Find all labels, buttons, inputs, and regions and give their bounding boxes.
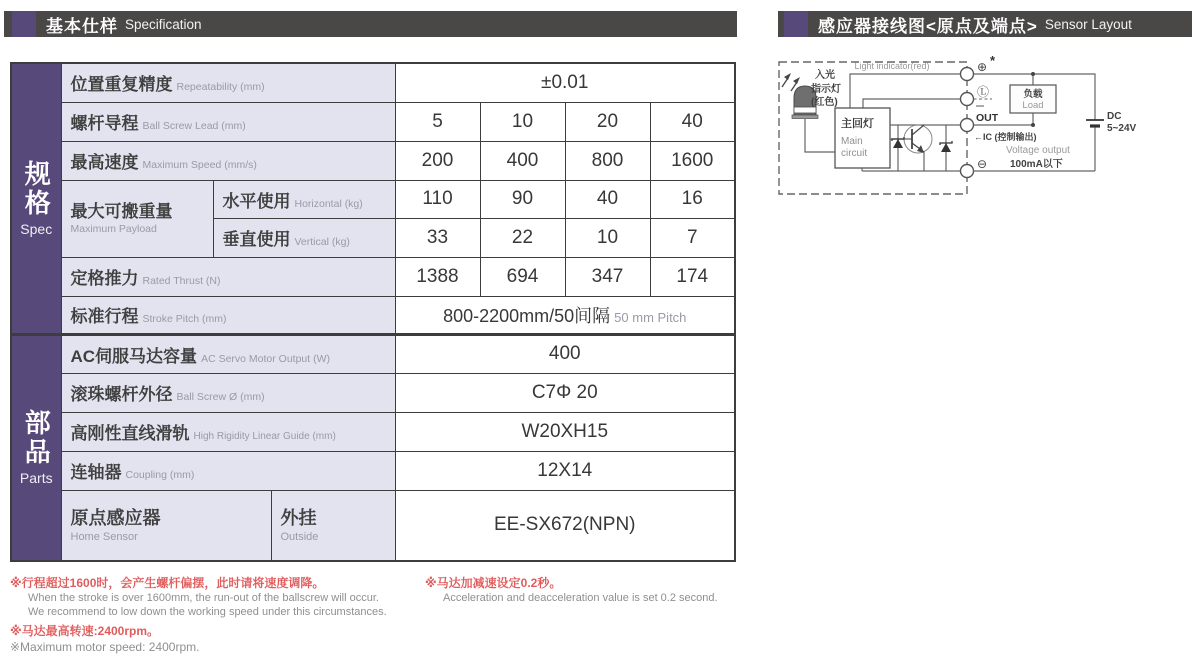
row-payload-horizontal <box>11 180 735 218</box>
label-horizontal: 水平使用 Horizontal (kg) <box>213 180 395 218</box>
terminal-minus-label: ⊖ <box>977 157 988 171</box>
label-stroke-pitch: 标准行程 Stroke Pitch (mm) <box>61 296 395 334</box>
terminal-plus-label: ⊕ <box>977 60 988 74</box>
value-cell: 800 <box>565 141 650 180</box>
note-line: Acceleration and deacceleration value is set 0.2 second. <box>443 592 718 604</box>
label-rated-thrust: 定格推力 Rated Thrust (N) <box>61 257 395 296</box>
light-arrow-head <box>784 73 791 80</box>
label-max-speed: 最高速度 Maximum Speed (mm/s) <box>61 141 395 180</box>
row-linear-guide <box>11 412 735 451</box>
value-cell: 694 <box>480 257 565 296</box>
accent-square <box>12 11 36 37</box>
note-line: When the stroke is over 1600mm, the run-out of the ballscrew will occur. <box>28 592 379 604</box>
note-line: We recommend to low down the working speed under this circumstances. <box>28 606 387 618</box>
value-cell: 347 <box>565 257 650 296</box>
value-coupling: 12X14 <box>395 451 735 490</box>
led-label-zh3: (红色) <box>811 97 838 108</box>
value-cell: 5 <box>395 102 480 141</box>
value-cell: 110 <box>395 180 480 218</box>
sensor-header-title-zh: 感应器接线图<原点及端点> <box>818 16 1038 36</box>
value-cell: 10 <box>565 218 650 257</box>
label-ball-screw-lead: 螺杆导程 Ball Screw Lead (mm) <box>61 102 395 141</box>
value-linear-guide: W20XH15 <box>395 412 735 451</box>
sensor-header-bar <box>778 11 1192 37</box>
value-stroke-pitch: 800-2200mm/50间隔 50 mm Pitch <box>395 296 735 334</box>
led-wire <box>805 119 835 152</box>
load-label-en: Load <box>1022 100 1044 111</box>
value-ball-screw-od: C7Φ 20 <box>395 373 735 412</box>
main-circuit-zh: 主回灯 <box>841 118 874 130</box>
note-line: ※行程超过1600时，会产生螺杆偏摆，此时请将速度调降。 <box>10 576 325 590</box>
terminal-l-label: Ⓛ <box>977 85 990 99</box>
junction-dot <box>1031 123 1035 127</box>
value-cell: 174 <box>650 257 735 296</box>
row-ball-screw-od <box>11 373 735 412</box>
value-cell: 33 <box>395 218 480 257</box>
sidebar-parts-zh: 部品 <box>21 409 52 468</box>
accent-square <box>784 11 808 37</box>
l-rail-wire <box>863 99 961 108</box>
note-line: ※马达加减速设定0.2秒。 <box>425 576 562 590</box>
value-cell: 1600 <box>650 141 735 180</box>
row-home-sensor <box>11 490 735 561</box>
value-cell: 22 <box>480 218 565 257</box>
voltage-output-label: Voltage output <box>1006 145 1070 156</box>
row-max-speed <box>11 141 735 180</box>
spec-header-title-zh: 基本仕样 <box>46 16 118 36</box>
terminal-minus-circle <box>961 165 974 178</box>
value-cell: 40 <box>650 102 735 141</box>
dc-voltage-label: 5~24V <box>1107 123 1137 134</box>
led-label-zh1: 入光 <box>815 70 835 81</box>
value-cell: 1388 <box>395 257 480 296</box>
dc-label: DC <box>1107 111 1122 122</box>
label-vertical: 垂直使用 Vertical (kg) <box>213 218 395 257</box>
sidebar-parts <box>11 334 61 561</box>
current-limit-label: 100mA以下 <box>1010 159 1063 170</box>
sensor-wiring-diagram <box>778 55 1198 200</box>
light-arrow-head <box>793 77 800 84</box>
value-cell: 10 <box>480 102 565 141</box>
ic-output-label: ←IC (控制输出) <box>974 132 1037 142</box>
terminal-plus-circle <box>961 68 974 81</box>
light-arrow <box>782 78 788 87</box>
value-cell: 90 <box>480 180 565 218</box>
value-cell: 20 <box>565 102 650 141</box>
value-cell: 16 <box>650 180 735 218</box>
sidebar-spec <box>11 63 61 334</box>
value-home-sensor: EE-SX672(NPN) <box>395 490 735 561</box>
row-stroke-pitch <box>11 296 735 334</box>
sidebar-parts-en: Parts <box>19 470 53 487</box>
label-coupling: 连轴器 Coupling (mm) <box>61 451 395 490</box>
led-base <box>792 115 818 119</box>
terminal-star-label: * <box>990 55 996 68</box>
terminal-l-circle <box>961 93 974 106</box>
footnotes-right <box>425 575 845 605</box>
emitter-arrow <box>917 145 924 153</box>
label-sensor-mount: 外挂 Outside <box>271 490 395 561</box>
transistor-collector <box>912 125 924 135</box>
row-ball-screw-lead <box>11 102 735 141</box>
row-rated-thrust <box>11 257 735 296</box>
load-label-zh: 负载 <box>1023 89 1043 100</box>
junction-dot <box>1031 72 1035 76</box>
note-line: ※Maximum motor speed: 2400rpm. <box>10 640 200 654</box>
main-circuit-en2: circuit <box>841 148 868 159</box>
spec-table <box>10 62 736 562</box>
label-repeatability: 位置重复精度 Repeatability (mm) <box>61 63 395 102</box>
value-cell: 7 <box>650 218 735 257</box>
sidebar-spec-zh: 规格 <box>21 159 52 218</box>
label-servo-output: AC伺服马达容量 AC Servo Motor Output (W) <box>61 334 395 373</box>
value-repeatability: ±0.01 <box>395 63 735 102</box>
row-servo-output <box>11 334 735 373</box>
row-coupling <box>11 451 735 490</box>
terminal-out-circle <box>961 119 974 132</box>
label-max-payload: 最大可搬重量 Maximum Payload <box>61 180 213 257</box>
main-circuit-en1: Main <box>841 136 863 147</box>
sensor-header-title-en: Sensor Layout <box>1044 16 1132 32</box>
zener-diode <box>893 139 903 148</box>
sidebar-spec-en: Spec <box>20 220 53 237</box>
footnotes-left <box>10 575 415 655</box>
spec-header-title-en: Specification <box>125 16 202 32</box>
terminal-out-label: OUT <box>976 112 999 124</box>
clamp-diode <box>941 143 951 152</box>
light-indicator-label: Light indicator(red) <box>854 61 930 71</box>
label-linear-guide: 高刚性直线滑轨 High Rigidity Linear Guide (mm) <box>61 412 395 451</box>
value-cell: 400 <box>480 141 565 180</box>
value-cell: 200 <box>395 141 480 180</box>
label-ball-screw-od: 滚珠螺杆外径 Ball Screw Ø (mm) <box>61 373 395 412</box>
value-servo-output: 400 <box>395 334 735 373</box>
value-cell: 40 <box>565 180 650 218</box>
plus-rail-wire <box>850 74 961 108</box>
spec-header-bar <box>4 11 737 37</box>
row-repeatability <box>11 63 735 102</box>
label-home-sensor: 原点感应器 Home Sensor <box>61 490 271 561</box>
note-line: ※马达最高转速:2400rpm。 <box>10 624 160 638</box>
led-label-zh2: 指示灯 <box>811 84 841 95</box>
